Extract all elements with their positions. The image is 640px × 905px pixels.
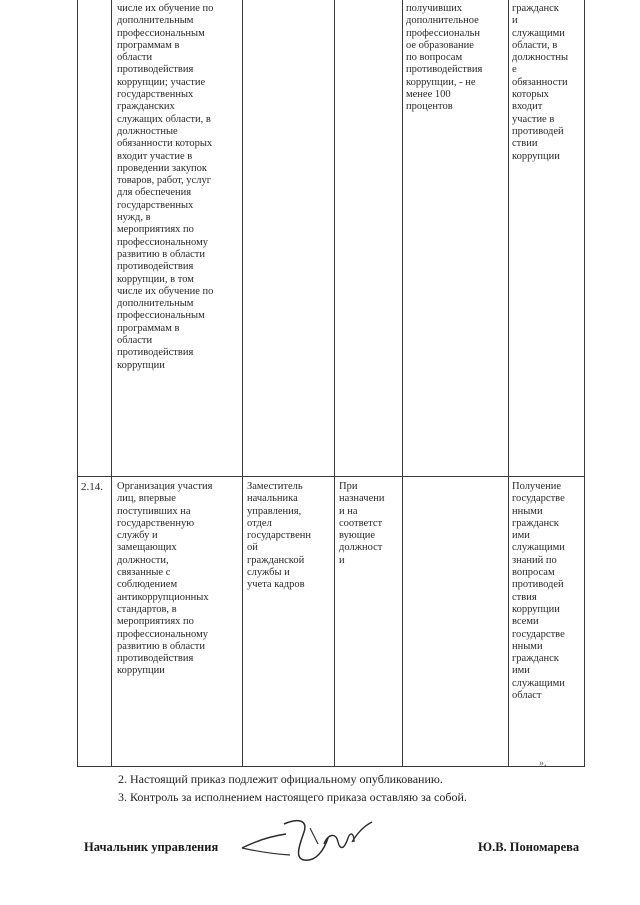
- row-continued-indicator: получивших дополнительное профессиональн ое образование по вопросам противодействия коррупции, - не менее 100 процентов: [406, 3, 483, 113]
- closing-quote-mark: ».: [539, 758, 547, 769]
- row-continued-result: гражданск и служащими области, в должностны е обязанности которых входит участие в противодей ствии коррупции: [512, 3, 569, 162]
- row-2-14-result: Получение государстве нными гражданск ими служащими знаний по вопросам противодей ствия коррупции всеми государстве нными гражданск ими служащими област: [512, 481, 565, 702]
- signature-name: Ю.В. Пономарева: [478, 840, 580, 854]
- row-2-14-responsible: Заместитель начальника управления, отдел государственн ой гражданской службы и учета кадров: [247, 481, 311, 591]
- table-col-divider-4: [402, 0, 403, 767]
- table-row-divider: [77, 476, 585, 477]
- handwritten-signature: [238, 814, 388, 868]
- row-continued-measure: числе их обучение по дополнительным профессиональным программам в области противодействия коррупции; участие государственных гражданских служащих области, в должностные обязанности которых входит участие в проведении закупок товаров, работ, услуг для обеспечения государственных нужд, в мероприятиях по профессиональному развитию в области противодействия коррупции, в том числе их обучение по дополнительным профессиональным программам в области противодействия коррупции: [117, 3, 214, 371]
- table-border-bottom: [77, 766, 585, 767]
- row-2-14-term: При назначени и на соответст вующие должност и: [339, 481, 385, 566]
- row-2-14-number: 2.14.: [81, 481, 103, 493]
- table-border-left: [77, 0, 78, 767]
- signature-role: Начальник управления: [84, 840, 219, 854]
- row-2-14-measure: Организация участия лиц, впервые поступивших на государственную службу и замещающих должности, связанные с соблюдением антикоррупционных стандартов, в мероприятиях по профессиональному развитию в области противодействия коррупции: [117, 481, 213, 677]
- table-col-divider-1: [111, 0, 112, 767]
- paragraph-3: 3. Контроль за исполнением настоящего приказа оставляю за собой.: [118, 790, 467, 804]
- table-col-divider-2: [242, 0, 243, 767]
- paragraph-2: 2. Настоящий приказ подлежит официальному опубликованию.: [118, 772, 443, 786]
- table-border-right: [584, 0, 585, 767]
- table-col-divider-5: [508, 0, 509, 767]
- table-col-divider-3: [334, 0, 335, 767]
